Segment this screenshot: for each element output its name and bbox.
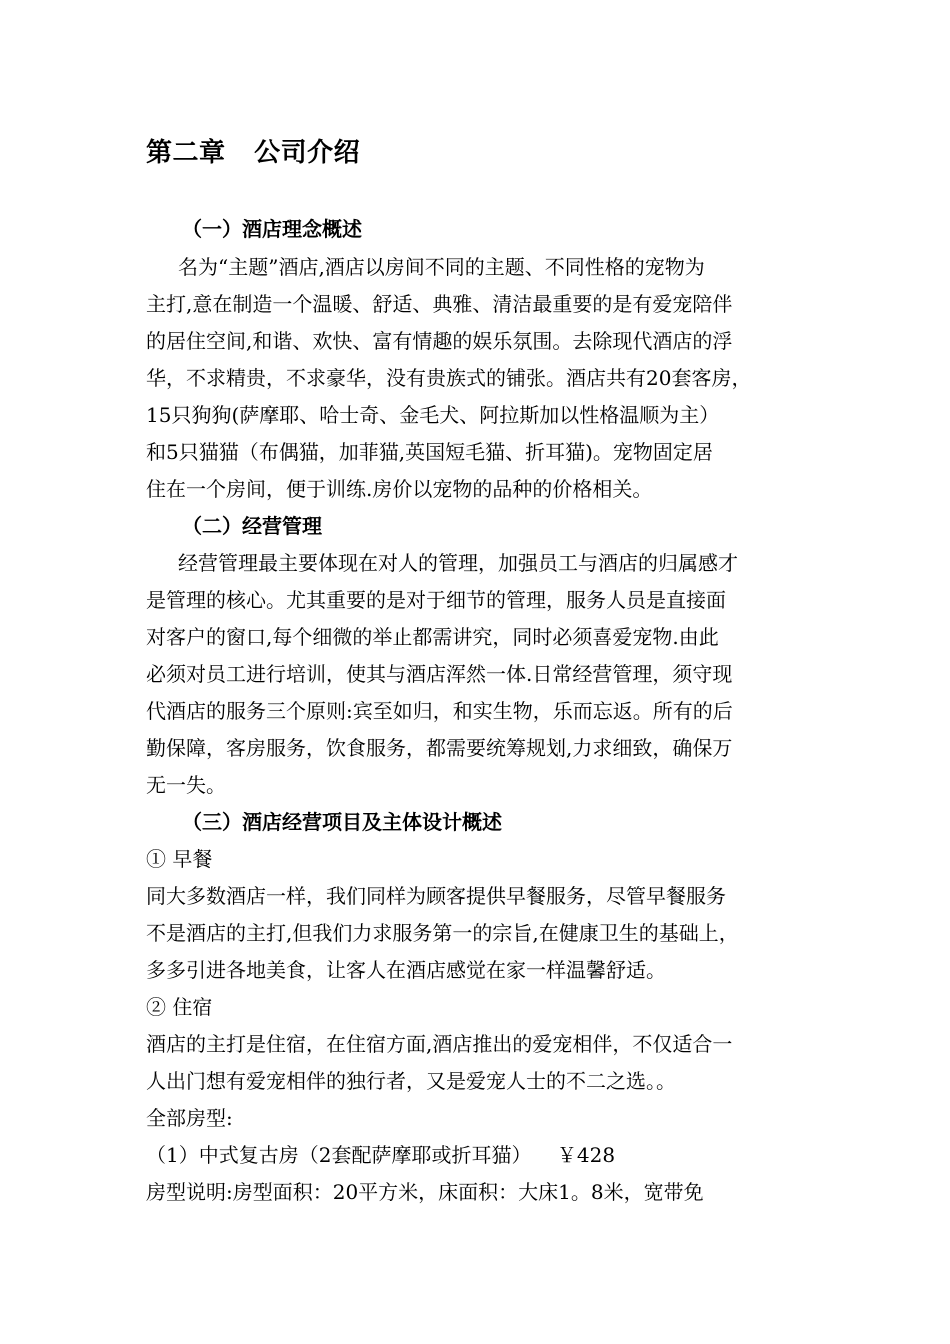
room-description: 房型说明:房型面积：20平方米，床面积：大床1。8米，宽带免 <box>146 1180 704 1204</box>
paragraph-line: 人出门想有爱宠相伴的独行者，又是爱宠人士的不二之选。。 <box>146 1069 676 1093</box>
paragraph-line: 名为“主题”酒店,酒店以房间不同的主题、不同性格的宠物为 <box>178 255 705 279</box>
section-heading-projects: （三）酒店经营项目及主体设计概述 <box>182 810 502 834</box>
paragraph-line: 住在一个房间，便于训练.房价以宠物的品种的价格相关。 <box>146 477 653 501</box>
paragraph-line: 主打,意在制造一个温暖、舒适、典雅、清洁最重要的是有爱宠陪伴 <box>146 292 733 316</box>
room-item-chinese-retro: （1）中式复古房（2套配萨摩耶或折耳猫） ￥428 <box>146 1143 616 1167</box>
paragraph-line: 无一失。 <box>146 773 226 797</box>
paragraph-line: 多多引进各地美食，让客人在酒店感觉在家一样温馨舒适。 <box>146 958 666 982</box>
paragraph-line: 必须对员工进行培训，使其与酒店浑然一体.日常经营管理，须守现 <box>146 662 733 686</box>
section-heading-concept: （一）酒店理念概述 <box>182 217 362 241</box>
subsection-title-lodging: ② 住宿 <box>146 995 213 1019</box>
chapter-title: 第二章 公司介绍 <box>146 138 361 168</box>
paragraph-line: 华，不求精贵，不求豪华，没有贵族式的铺张。酒店共有20套客房， <box>146 366 752 390</box>
section-heading-management: （二）经营管理 <box>182 514 322 538</box>
paragraph-line: 经营管理最主要体现在对人的管理，加强员工与酒店的归属感才 <box>178 551 738 575</box>
paragraph-line: 代酒店的服务三个原则:宾至如归，和实生物，乐而忘返。所有的后 <box>146 699 733 723</box>
paragraph-line: 酒店的主打是住宿，在住宿方面,酒店推出的爱宠相伴，不仅适合一 <box>146 1032 733 1056</box>
paragraph-line: 的居住空间,和谐、欢快、富有情趣的娱乐氛围。去除现代酒店的浮 <box>146 329 733 353</box>
subsection-title-breakfast: ① 早餐 <box>146 847 213 871</box>
paragraph-line: 和5只猫猫（布偶猫，加菲猫,英国短毛猫、折耳猫)。宠物固定居 <box>146 440 713 464</box>
paragraph-line: 不是酒店的主打,但我们力求服务第一的宗旨,在健康卫生的基础上， <box>146 921 739 945</box>
paragraph-line: 是管理的核心。尤其重要的是对于细节的管理，服务人员是直接面 <box>146 588 726 612</box>
paragraph-line: 对客户的窗口,每个细微的举止都需讲究，同时必须喜爱宠物.由此 <box>146 625 719 649</box>
room-types-label: 全部房型: <box>146 1106 233 1130</box>
paragraph-line: 勤保障，客房服务，饮食服务，都需要统筹规划,力求细致，确保万 <box>146 736 733 760</box>
paragraph-line: 同大多数酒店一样，我们同样为顾客提供早餐服务，尽管早餐服务 <box>146 884 726 908</box>
paragraph-line: 15只狗狗(萨摩耶、哈士奇、金毛犬、阿拉斯加以性格温顺为主） <box>146 403 720 427</box>
